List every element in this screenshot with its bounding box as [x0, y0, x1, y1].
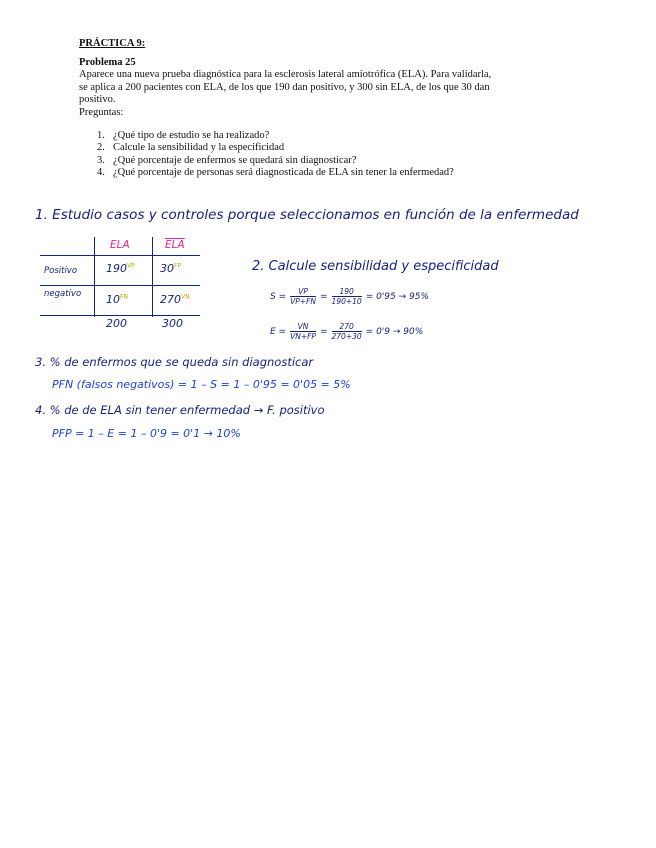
- total-ela: 200: [106, 317, 127, 330]
- table-line: [40, 255, 200, 256]
- table-line: [152, 237, 153, 317]
- handwritten-answer-4-calc: PFP = 1 – E = 1 – 0'9 = 0'1 → 10%: [52, 427, 241, 440]
- cell-vp: $190^{VP}$: [106, 262, 135, 275]
- cell-vn: $270^{VN}$: [160, 293, 190, 306]
- handwritten-answer-4: 4. % de de ELA sin tener enfermedad → F. positivo: [35, 403, 325, 417]
- table-line: [40, 285, 200, 286]
- cell-fn: $10^{FN}$: [106, 293, 128, 306]
- practice-title: PRÁCTICA 9:: [79, 38, 146, 49]
- question-item: 2. Calcule la sensibilidad y la especificidad: [97, 142, 285, 154]
- problem-heading: Problema 25: [79, 56, 136, 68]
- printed-exercise: [79, 38, 499, 180]
- specificity-formula: E = $\frac{VN}{VN+FP}$ = $\frac{270}{270+30}$ = 0'9 → 90%: [270, 322, 424, 341]
- problem-statement: Aparece una nueva prueba diagnóstica para la esclerosis lateral amiotrófica (ELA). Para validarla, se aplica a 200 pacientes con ELA, de los que 190 dan positivo, y 300 sin ELA, de los que 30 dan positivo.: [79, 69, 492, 106]
- question-item: 1. ¿Qué tipo de estudio se ha realizado?: [97, 129, 270, 141]
- questions-label: Preguntas:: [79, 106, 124, 118]
- cell-fp: $30^{FP}$: [160, 262, 182, 275]
- questions-list: [79, 130, 499, 180]
- question-item: 4. ¿Qué porcentaje de personas será diagnosticada de ELA sin tener la enfermedad?: [97, 167, 454, 179]
- handwritten-answer-3: 3. % de enfermos que se queda sin diagnosticar: [35, 355, 314, 369]
- question-item: 3. ¿Qué porcentaje de enfermos se quedará sin diagnosticar?: [97, 154, 357, 166]
- col-header-ela: ELA: [110, 239, 130, 251]
- table-line: [40, 315, 200, 316]
- row-label-negative: negativo: [44, 289, 82, 299]
- row-label-positive: Positivo: [44, 266, 78, 276]
- table-line: [94, 237, 95, 317]
- handwritten-answer-1: 1. Estudio casos y controles porque seleccionamos en función de la enfermedad: [35, 207, 579, 223]
- col-header-no-ela: $\overline{ELA}$: [165, 239, 185, 251]
- sensitivity-formula: S = $\frac{VP}{VP+FN}$ = $\frac{190}{190+10}$ = 0'95 → 95%: [270, 287, 430, 306]
- total-no-ela: 300: [162, 317, 183, 330]
- handwritten-answer-3-calc: PFN (falsos negativos) = 1 – S = 1 – 0'95 = 0'05 = 5%: [52, 378, 351, 391]
- contingency-table: [40, 237, 210, 337]
- handwritten-answer-2-title: 2. Calcule sensibilidad y especificidad: [252, 259, 499, 274]
